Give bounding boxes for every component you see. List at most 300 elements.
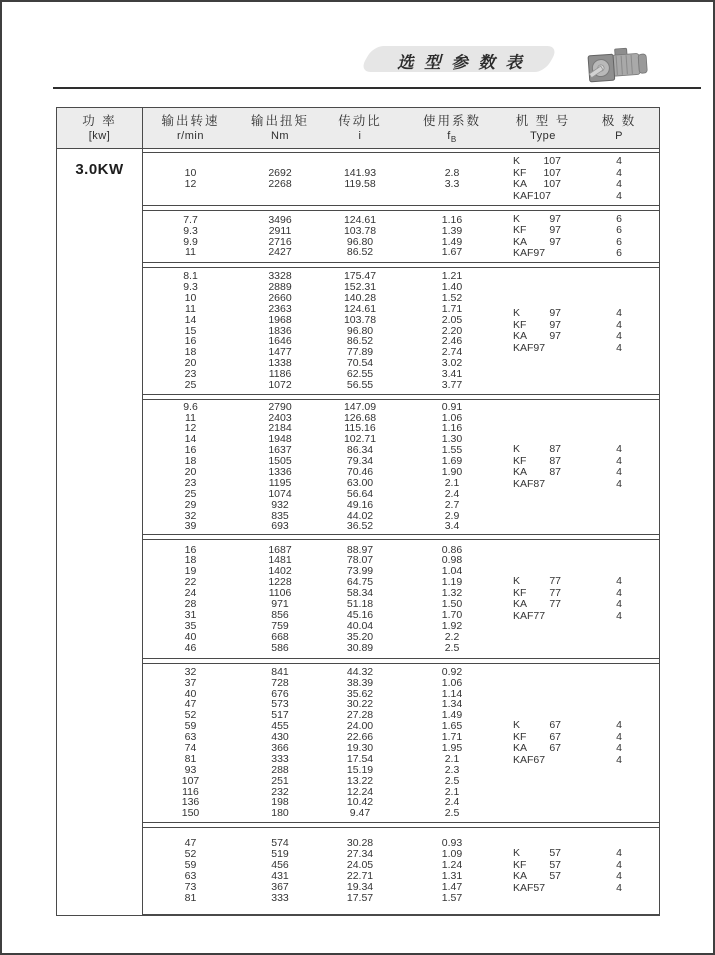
cell-torque: 1505: [268, 455, 292, 468]
section-data-rows: [143, 540, 506, 658]
cell-torque: 2790: [268, 400, 292, 413]
cell-speed: 22: [184, 576, 197, 589]
cell-ratio: 27.28: [346, 709, 374, 722]
section-data-rows: [143, 268, 506, 394]
cell-torque: 455: [271, 720, 289, 733]
section-data-rows: [143, 664, 506, 822]
cell-ratio: 17.57: [346, 891, 374, 904]
cell-speed: 28: [184, 598, 197, 610]
type-name: KAF97: [513, 247, 546, 259]
cell-service-factor: 1.71: [441, 302, 463, 315]
cell-service-factor: 1.47: [441, 880, 463, 893]
cell-torque: 1687: [268, 543, 292, 556]
cell-speed: 7.7: [183, 213, 198, 226]
table-row: [143, 402, 506, 413]
poles-value: 6: [616, 247, 622, 259]
cell-service-factor: 2.3: [444, 763, 460, 776]
cell-service-factor: 1.09: [441, 848, 463, 861]
table-row: [143, 179, 506, 190]
cell-speed: 37: [184, 676, 197, 689]
type-size: 97: [549, 235, 561, 248]
type-size: 67: [549, 719, 561, 731]
type-label: [513, 191, 561, 203]
type-size: 107: [543, 166, 561, 179]
cell-torque: 2716: [268, 235, 292, 248]
cell-service-factor: 2.1: [444, 785, 460, 798]
cell-speed: 31: [184, 608, 197, 621]
section-poles-column: [580, 664, 658, 822]
poles-value: 4: [616, 575, 622, 587]
type-name: K: [513, 307, 521, 319]
power-column: [57, 149, 143, 915]
cell-torque: 251: [271, 774, 289, 787]
type-name: KA: [513, 598, 528, 610]
cell-service-factor: 3.41: [441, 368, 463, 381]
poles-value: 4: [616, 730, 622, 743]
cell-service-factor: 1.52: [441, 291, 463, 304]
table-row: [143, 500, 506, 511]
poles-value: 4: [616, 719, 622, 731]
cell-torque: 288: [271, 763, 289, 776]
type-size: 97: [549, 212, 561, 225]
cell-speed: 12: [184, 178, 197, 190]
cell-ratio: 140.28: [343, 291, 377, 304]
type-label: [513, 848, 561, 860]
type-name: K: [513, 155, 521, 167]
cell-service-factor: 2.74: [441, 346, 463, 359]
cell-service-factor: 0.92: [441, 665, 463, 678]
type-name: KF: [513, 166, 527, 179]
type-name: K: [513, 575, 521, 587]
type-name: KAF77: [513, 609, 546, 622]
column-header-unit: $f_B$: [447, 130, 457, 145]
cell-speed: 150: [181, 807, 200, 820]
cell-speed: 8.1: [183, 270, 198, 283]
cell-speed: 47: [184, 837, 197, 850]
type-name: K: [513, 847, 521, 859]
cell-speed: 35: [184, 619, 197, 632]
cell-torque: 3328: [268, 270, 292, 283]
cell-torque: 932: [271, 498, 289, 511]
header-rule: [53, 87, 701, 89]
column-header: [322, 108, 398, 148]
cell-torque: 2911: [268, 224, 292, 237]
table-row: [143, 315, 506, 326]
cell-service-factor: 1.14: [441, 687, 463, 700]
poles-value: 4: [616, 330, 622, 342]
table-row: [143, 893, 506, 904]
section-data-rows: [143, 153, 506, 205]
table-section: [143, 267, 659, 395]
poles-value: 4: [616, 609, 622, 622]
type-label: [513, 444, 561, 456]
type-size: 87: [549, 466, 561, 478]
poles-value: 4: [616, 466, 622, 478]
cell-service-factor: 3.3: [444, 178, 460, 190]
table-section: [143, 539, 659, 659]
cell-torque: 3496: [268, 213, 292, 226]
cell-service-factor: 3.02: [441, 357, 463, 370]
type-name: KF: [513, 586, 527, 599]
cell-torque: 2889: [268, 280, 292, 293]
table-row: [143, 643, 506, 654]
cell-ratio: 30.28: [346, 837, 374, 850]
poles-value: 4: [616, 318, 622, 331]
table-row: [143, 632, 506, 643]
type-name: K: [513, 443, 521, 455]
type-size: 97: [549, 330, 561, 342]
cell-torque: 693: [271, 520, 289, 533]
poles-value: 4: [616, 178, 622, 190]
cell-speed: 47: [184, 698, 197, 711]
column-header: [580, 108, 658, 148]
type-label: [513, 720, 561, 732]
cell-service-factor: 1.06: [441, 676, 463, 689]
cell-service-factor: 1.49: [441, 709, 463, 722]
cell-ratio: 49.16: [346, 498, 374, 511]
cell-torque: 1637: [268, 444, 292, 457]
cell-speed: 11: [185, 411, 196, 424]
type-name: KAF57: [513, 881, 546, 894]
cell-service-factor: 1.06: [441, 411, 463, 424]
cell-torque: 2692: [268, 167, 292, 180]
type-name: KF: [513, 318, 527, 331]
column-header: [238, 108, 322, 148]
cell-speed: 16: [184, 543, 197, 556]
cell-service-factor: 0.91: [441, 400, 463, 413]
cell-ratio: 86.52: [346, 335, 374, 348]
cell-torque: 1336: [268, 466, 292, 478]
column-header-label: 功 率: [82, 114, 117, 128]
cell-torque: 1646: [268, 335, 292, 348]
type-name: KA: [513, 466, 528, 478]
type-label: [513, 225, 561, 237]
cell-service-factor: 2.1: [444, 476, 460, 489]
type-label: [513, 308, 561, 320]
column-header: [57, 108, 143, 148]
cell-speed: 9.3: [183, 280, 198, 293]
table-section: [143, 663, 659, 823]
cell-service-factor: 2.7: [444, 498, 460, 511]
cell-service-factor: 1.70: [441, 608, 463, 621]
cell-ratio: 124.61: [343, 302, 377, 315]
table-header-row: [57, 108, 659, 149]
cell-torque: 430: [271, 731, 289, 744]
cell-ratio: 17.54: [346, 752, 374, 765]
cell-service-factor: 1.65: [441, 720, 463, 733]
poles-value: 6: [616, 212, 622, 225]
cell-service-factor: 1.39: [441, 224, 463, 237]
type-size: 87: [549, 454, 561, 467]
cell-torque: 1338: [268, 357, 292, 370]
cell-ratio: 51.18: [346, 598, 374, 610]
gearmotor-image: [586, 45, 652, 87]
cell-speed: 136: [181, 796, 200, 809]
section-data-rows: [143, 400, 506, 534]
cell-ratio: 73.99: [346, 565, 374, 578]
cell-ratio: 70.54: [346, 357, 374, 370]
type-name: KA: [513, 235, 528, 248]
type-label: [513, 343, 561, 355]
cell-torque: 1477: [268, 346, 292, 359]
section-type-column: [506, 400, 580, 534]
cell-speed: 63: [184, 731, 197, 744]
cell-torque: 1186: [268, 368, 292, 381]
cell-ratio: 19.34: [346, 880, 374, 893]
type-size: 87: [549, 443, 561, 455]
cell-service-factor: 0.93: [441, 837, 463, 850]
cell-ratio: 103.78: [343, 224, 377, 237]
type-size: 77: [549, 598, 561, 610]
cell-ratio: 124.61: [343, 213, 377, 226]
type-label: [513, 467, 561, 479]
cell-torque: 1106: [268, 587, 292, 600]
cell-ratio: 36.52: [346, 520, 374, 533]
cell-torque: 2184: [268, 422, 292, 435]
cell-speed: 25: [184, 379, 197, 391]
cell-ratio: 86.34: [346, 444, 374, 457]
column-header-unit: [kw]: [88, 130, 111, 142]
cell-service-factor: 1.92: [441, 619, 463, 632]
cell-ratio: 62.55: [346, 368, 374, 381]
table-row: [143, 380, 506, 391]
cell-service-factor: 1.16: [441, 213, 463, 226]
type-label: [513, 479, 561, 491]
cell-ratio: 35.20: [346, 630, 374, 643]
cell-torque: 835: [271, 509, 289, 522]
cell-ratio: 24.00: [346, 720, 374, 733]
power-value: 3.0KW: [75, 161, 124, 178]
cell-service-factor: 1.71: [441, 731, 463, 744]
cell-torque: 971: [271, 598, 289, 610]
cell-service-factor: 0.86: [441, 543, 463, 556]
section-data-rows: [143, 211, 506, 262]
cell-service-factor: 2.5: [444, 807, 460, 820]
cell-ratio: 27.34: [346, 848, 374, 861]
poles-value: 4: [616, 341, 622, 354]
section-poles-column: [580, 540, 658, 658]
poles-value: 6: [616, 235, 622, 248]
poles-value: 4: [616, 881, 622, 894]
cell-torque: 1481: [268, 554, 292, 567]
cell-speed: 107: [181, 774, 200, 787]
column-header: [143, 108, 238, 148]
cell-ratio: 35.62: [346, 687, 374, 700]
section-poles-column: [580, 828, 658, 914]
cell-service-factor: 1.57: [441, 891, 463, 904]
cell-speed: 52: [184, 848, 197, 861]
cell-torque: 431: [271, 870, 289, 882]
column-header-unit: Nm: [270, 130, 290, 142]
cell-torque: 841: [271, 665, 289, 678]
cell-torque: 676: [271, 687, 289, 700]
poles-value: 4: [616, 586, 622, 599]
cell-torque: 586: [271, 641, 289, 654]
cell-speed: 20: [184, 357, 197, 370]
cell-torque: 333: [271, 752, 289, 765]
cell-speed: 93: [184, 763, 197, 776]
table-section: [143, 210, 659, 263]
cell-ratio: 70.46: [346, 466, 374, 478]
type-label: [513, 755, 561, 767]
cell-speed: 18: [184, 455, 197, 468]
cell-ratio: 78.07: [346, 554, 374, 567]
cell-speed: 18: [184, 346, 197, 359]
cell-ratio: 88.97: [346, 543, 374, 556]
cell-ratio: 22.66: [346, 731, 374, 744]
cell-torque: 517: [271, 709, 289, 722]
poles-value: 4: [616, 443, 622, 455]
type-label: [513, 743, 561, 755]
cell-speed: 18: [184, 554, 197, 567]
section-poles-column: [580, 153, 658, 205]
cell-service-factor: 2.8: [444, 167, 460, 180]
cell-torque: 856: [271, 608, 289, 621]
cell-speed: 32: [184, 665, 197, 678]
cell-service-factor: 1.34: [441, 698, 463, 711]
column-header: [398, 108, 506, 148]
cell-torque: 333: [271, 891, 289, 904]
cell-service-factor: 3.77: [441, 379, 463, 391]
type-name: KA: [513, 742, 528, 754]
table-row: [143, 226, 506, 237]
cell-speed: 20: [184, 466, 197, 478]
cell-ratio: 40.04: [346, 619, 374, 632]
cell-service-factor: 1.24: [441, 859, 463, 872]
sections-area: [143, 149, 659, 915]
cell-ratio: 56.64: [346, 487, 374, 500]
poles-value: 4: [616, 454, 622, 467]
cell-speed: 81: [184, 752, 197, 765]
poles-value: 4: [616, 847, 622, 859]
type-size: 77: [549, 586, 561, 599]
type-size: 97: [549, 307, 561, 319]
type-label: [513, 576, 561, 588]
cell-ratio: 86.52: [346, 246, 374, 259]
cell-torque: 198: [271, 796, 289, 809]
cell-service-factor: 2.9: [444, 509, 460, 522]
table-row: [143, 776, 506, 787]
cell-ratio: 175.47: [343, 270, 377, 283]
cell-torque: 668: [271, 630, 289, 643]
column-header-label: 传动比: [338, 114, 382, 128]
cell-ratio: 58.34: [346, 587, 374, 600]
cell-speed: 40: [184, 630, 197, 643]
type-name: KF: [513, 224, 527, 236]
poles-value: 4: [616, 166, 622, 179]
cell-speed: 73: [184, 880, 197, 893]
cell-speed: 81: [184, 891, 197, 904]
cell-speed: 14: [184, 433, 197, 446]
cell-ratio: 147.09: [343, 400, 377, 413]
cell-speed: 9.3: [183, 224, 198, 237]
column-header-label: 极 数: [601, 114, 637, 128]
type-size: 107: [543, 155, 561, 167]
column-header-label: 使用系数: [422, 114, 481, 128]
column-header: [506, 108, 580, 148]
cell-speed: 29: [184, 498, 197, 511]
cell-ratio: 44.02: [346, 509, 374, 522]
cell-ratio: 24.05: [346, 859, 374, 872]
cell-ratio: 96.80: [346, 235, 374, 248]
cell-speed: 11: [185, 246, 196, 259]
cell-service-factor: 0.98: [441, 554, 463, 567]
cell-speed: 40: [184, 687, 197, 700]
cell-torque: 1228: [268, 576, 292, 589]
section-type-column: [506, 211, 580, 262]
cell-speed: 16: [184, 444, 197, 457]
cell-ratio: 30.89: [346, 641, 374, 654]
cell-service-factor: 1.16: [441, 422, 463, 435]
cell-torque: 366: [271, 742, 289, 754]
type-label: [513, 611, 561, 623]
cell-service-factor: 1.32: [441, 587, 463, 600]
cell-ratio: 38.39: [346, 676, 374, 689]
cell-speed: 32: [184, 509, 197, 522]
cell-service-factor: 2.4: [444, 487, 460, 500]
column-header-label: 输出扭矩: [250, 114, 309, 128]
cell-speed: 39: [184, 520, 197, 533]
cell-torque: 2403: [268, 411, 292, 424]
type-name: KA: [513, 330, 528, 342]
cell-ratio: 79.34: [346, 455, 374, 468]
table-body: [57, 149, 659, 915]
column-header-label: 机 型 号: [515, 114, 571, 128]
cell-torque: 573: [271, 698, 289, 711]
cell-service-factor: 1.69: [441, 455, 463, 468]
cell-service-factor: 2.05: [441, 313, 463, 326]
cell-torque: 2427: [268, 246, 292, 259]
section-poles-column: [580, 400, 658, 534]
type-name: KF: [513, 730, 527, 743]
cell-speed: 19: [184, 565, 197, 578]
section-type-column: [506, 828, 580, 914]
cell-speed: 10: [184, 167, 197, 180]
column-header-label: 输出转速: [161, 114, 220, 128]
cell-ratio: 15.19: [346, 763, 374, 776]
poles-value: 4: [616, 307, 622, 319]
section-poles-column: [580, 268, 658, 394]
type-name: KAF107: [513, 189, 551, 202]
cell-speed: 59: [184, 720, 197, 733]
cell-ratio: 22.71: [346, 870, 374, 882]
cell-service-factor: 1.67: [441, 246, 463, 259]
cell-ratio: 115.16: [344, 422, 376, 435]
cell-service-factor: 3.4: [444, 520, 460, 533]
cell-ratio: 56.55: [346, 379, 374, 391]
type-label: [513, 179, 561, 191]
cell-service-factor: 1.95: [441, 742, 463, 754]
table-section: [143, 827, 659, 915]
type-label: [513, 883, 561, 895]
cell-torque: 519: [271, 848, 289, 861]
type-label: [513, 599, 561, 611]
poles-value: 4: [616, 477, 622, 490]
cell-service-factor: 1.21: [441, 270, 463, 283]
cell-speed: 9.6: [183, 400, 198, 413]
cell-speed: 23: [184, 476, 197, 489]
column-header-unit: i: [358, 130, 362, 142]
cell-service-factor: 1.90: [441, 466, 463, 478]
type-size: 67: [549, 742, 561, 754]
cell-service-factor: 2.1: [444, 752, 460, 765]
table-section: [143, 152, 659, 206]
page-title: 选 型 参 数 表: [397, 54, 525, 72]
cell-torque: 2268: [268, 178, 292, 190]
cell-service-factor: 1.19: [441, 576, 463, 589]
cell-torque: 456: [271, 859, 289, 872]
cell-speed: 59: [184, 859, 197, 872]
